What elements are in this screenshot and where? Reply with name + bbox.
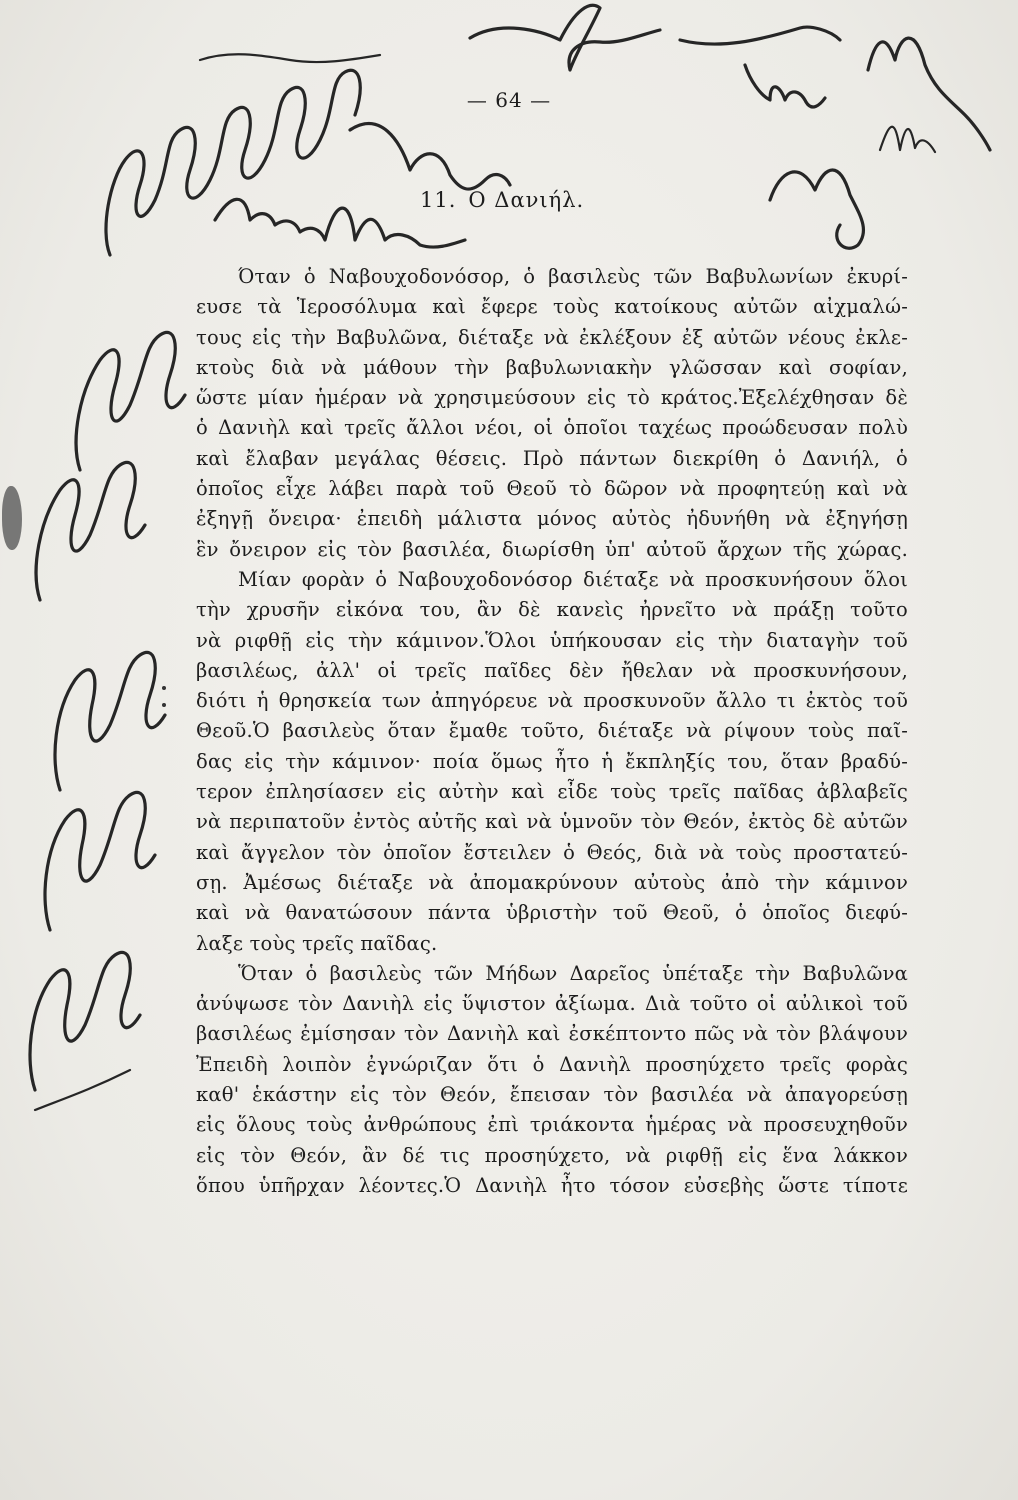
text-line: βασιλέως, ἀλλ' οἱ τρεῖς παῖδες δὲν ἤθελαν νὰ προσκυνήσουν, [196,658,908,682]
text-line: τὴν χρυσῆν εἰκόνα του, ἂν δὲ κανεὶς ἠρνεῖτο νὰ πράξῃ τοῦτο [196,598,908,622]
chapter-number: 11. [420,188,457,212]
text-line: καὶ ἔλαβαν μεγάλας θέσεις. Πρὸ πάντων διεκρίθη ὁ Δανιήλ, ὁ [196,446,908,470]
text-line: εἰς τὸν Θεόν, ἂν δέ τις προσηύχετο, νὰ ριφθῇ εἰς ἕνα λάκκον [196,1143,908,1167]
text-line: καθ' ἑκάστην εἰς τὸν Θεόν, ἔπεισαν τὸν βασιλέα νὰ ἀπαγορεύσῃ [196,1083,908,1107]
text-line: νὰ ριφθῇ εἰς τὴν κάμινον.Ὅλοι ὑπήκουσαν εἰς τὴν διαταγὴν τοῦ [196,628,908,652]
text-line: ευσε τὰ Ἱεροσόλυμα καὶ ἔφερε τοὺς κατοίκους αὐτῶν αἰχμαλώ- [196,295,908,319]
text-line: ἐξηγῇ ὄνειρα· ἐπειδὴ μάλιστα μόνος αὐτὸς ἠδυνήθη νὰ ἐξηγήσῃ [196,507,908,531]
text-line: δας εἰς τὴν κάμινον· ποία ὅμως ἦτο ἡ ἔκπληξίς του, ὅταν βραδύ- [196,749,908,773]
text-line: ὅπου ὑπῆρχαν λέοντες.Ὁ Δανιὴλ ἦτο τόσον εὐσεβὴς ὥστε τίποτε [196,1173,908,1197]
text-line: καὶ ἄγγελον τὸν ὁποῖον ἔστειλεν ὁ Θεός, διὰ νὰ τοὺς προστατεύ- [196,840,908,864]
text-line: ὁποῖος εἶχε λάβει παρὰ τοῦ Θεοῦ τὸ δῶρον νὰ προφητεύῃ καὶ νὰ [196,477,908,501]
text-line: Ὅταν ὁ βασιλεὺς τῶν Μήδων Δαρεῖος ὑπέταξε τὴν Βαβυλῶνα [238,961,908,985]
text-line: σῃ. Ἀμέσως διέταξε νὰ ἀπομακρύνουν αὐτοὺς ἀπὸ τὴν κάμινον [196,870,908,894]
ink-blot [2,486,22,550]
text-line: ἀνύψωσε τὸν Δανιὴλ εἰς ὕψιστον ἀξίωμα. Διὰ τοῦτο οἱ αὐλικοὶ τοῦ [196,992,908,1016]
page-number: — 64 — [466,88,552,112]
text-line: ὁ Δανιὴλ καὶ τρεῖς ἄλλοι νέοι, οἱ ὁποῖοι ταχέως προώδευσαν πολὺ [196,416,908,440]
text-line: τους εἰς τὴν Βαβυλῶνα, διέταξε νὰ ἐκλέξουν ἐξ αὐτῶν νέους ἐκλε- [196,325,908,349]
text-line: διότι ἡ θρησκεία των ἀπηγόρευε νὰ προσκυνοῦν ἄλλο τι ἐκτὸς τοῦ [196,689,908,713]
text-line: Ἐπειδὴ λοιπὸν ἐγνώριζαν ὅτι ὁ Δανιὴλ προσηύχετο τρεῖς φορὰς [196,1052,908,1076]
text-line: νὰ περιπατοῦν ἐντὸς αὐτῆς καὶ νὰ ὑμνοῦν τὸν Θεόν, ἐκτὸς δὲ αὐτῶν [196,810,908,834]
text-line: τερον ἐπλησίασεν εἰς αὐτὴν καὶ εἶδε τοὺς τρεῖς παῖδας ἀβλαβεῖς [196,780,908,804]
text-line: λαξε τοὺς τρεῖς παῖδας. [196,931,438,955]
text-line: ὥστε μίαν ἡμέραν νὰ χρησιμεύσουν εἰς τὸ κράτος.Ἐξελέχθησαν δὲ [196,386,908,410]
text-line: Όταν ὁ Ναβουχοδονόσορ, ὁ βασιλεὺς τῶν Βαβυλωνίων ἐκυρί- [238,265,908,288]
text-line: ἓν ὄνειρον εἰς τὸν βασιλέα, διωρίσθη ὑπ' αὐτοῦ ἄρχων τῆς χώρας. [196,537,908,561]
ink-dot [162,686,166,690]
ink-dot [162,703,166,707]
text-line: εἰς ὅλους τοὺς ἀνθρώπους ἐπὶ τριάκοντα ἡμέρας νὰ προσευχηθοῦν [196,1113,908,1137]
text-line: κτοὺς διὰ νὰ μάθουν τὴν βαβυλωνιακὴν γλῶσσαν καὶ σοφίαν, [196,355,908,379]
text-line: βασιλέως ἐμίσησαν τὸν Δανιὴλ καὶ ἐσκέπτοντο πῶς νὰ τὸν βλάψουν [196,1022,908,1046]
body-text [196,262,908,1201]
text-line: Μίαν φορὰν ὁ Ναβουχοδονόσορ διέταξε νὰ προσκυνήσουν ὅλοι [238,567,908,591]
text-line: καὶ νὰ θανατώσουν πάντα ὑβριστὴν τοῦ Θεοῦ, ὁ ὁποῖος διεφύ- [196,901,908,925]
chapter-title: Ο Δανιήλ. [468,188,585,212]
text-line: Θεοῦ.Ὁ βασιλεὺς ὅταν ἔμαθε τοῦτο, διέταξε νὰ ρίψουν τοὺς παῖ- [196,719,908,743]
chapter-heading [420,188,584,212]
